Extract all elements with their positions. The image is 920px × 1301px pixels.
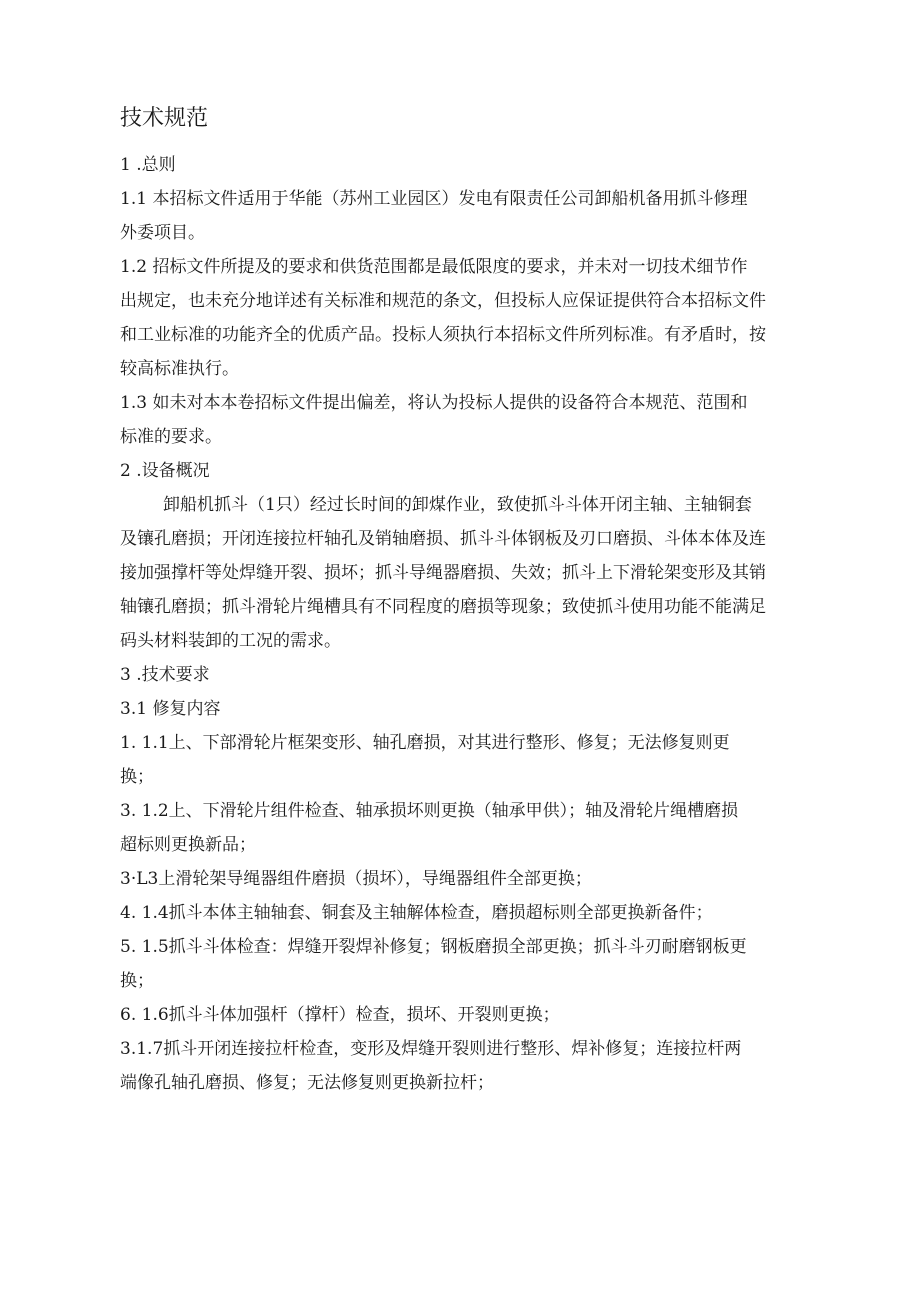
subsection-heading: 3.1 修复内容 (120, 699, 221, 719)
list-item-line: 换； (120, 767, 154, 787)
paragraph-line: 及镶孔磨损；开闭连接拉杆轴孔及销轴磨损、抓斗斗体钢板及刃口磨损、斗体本体及连 (120, 529, 766, 549)
list-item-line: 换； (120, 971, 154, 991)
list-item-line: 端像孔轴孔磨损、修复；无法修复则更换新拉杆； (120, 1073, 494, 1093)
paragraph-line: 较高标准执行。 (120, 359, 239, 379)
section-heading-general: 1 .总则 (120, 155, 176, 175)
paragraph-line: 1.3 如未对本本卷招标文件提出偏差，将认为投标人提供的设备符合本规范、范围和 (120, 393, 748, 413)
paragraph-line: 外委项目。 (120, 223, 205, 243)
list-item-line: 3·L3上滑轮架导绳器组件磨损（损坏），导绳器组件全部更换； (120, 869, 592, 889)
list-item-line: 4. 1.4抓斗本体主轴轴套、铜套及主轴解体检查，磨损超标则全部更换新备件； (120, 903, 713, 923)
paragraph-line: 和工业标准的功能齐全的优质产品。投标人须执行本招标文件所列标准。有矛盾时，按 (120, 325, 766, 345)
list-item-line: 6. 1.6抓斗斗体加强杆（撑杆）检查，损坏、开裂则更换； (120, 1005, 560, 1025)
paragraph-line: 1.1 本招标文件适用于华能（苏州工业园区）发电有限责任公司卸船机备用抓斗修理 (120, 189, 748, 209)
section-heading-equipment: 2 .设备概况 (120, 461, 210, 481)
list-item-line: 1. 1.1上、下部滑轮片框架变形、轴孔磨损，对其进行整形、修复；无法修复则更 (120, 733, 730, 753)
section-heading-requirements: 3 .技术要求 (120, 665, 210, 685)
list-item-line: 5. 1.5抓斗斗体检查：焊缝开裂焊补修复；钢板磨损全部更换；抓斗斗刃耐磨钢板更 (120, 937, 747, 957)
list-item-line: 3.1.7抓斗开闭连接拉杆检查，变形及焊缝开裂则进行整形、焊补修复；连接拉杆两 (120, 1039, 742, 1059)
paragraph-line: 标准的要求。 (120, 427, 222, 447)
paragraph-line: 轴镶孔磨损；抓斗滑轮片绳槽具有不同程度的磨损等现象；致使抓斗使用功能不能满足 (120, 597, 766, 617)
paragraph-line: 卸船机抓斗（1只）经过长时间的卸煤作业，致使抓斗斗体开闭主轴、主轴铜套 (163, 495, 752, 515)
paragraph-line: 出规定，也未充分地详述有关标准和规范的条文，但投标人应保证提供符合本招标文件 (120, 291, 766, 311)
paragraph-line: 1.2 招标文件所提及的要求和供货范围都是最低限度的要求，并未对一切技术细节作 (120, 257, 748, 277)
list-item-line: 3. 1.2上、下滑轮片组件检查、轴承损坏则更换（轴承甲供）；轴及滑轮片绳槽磨损 (120, 801, 739, 821)
page-title: 技术规范 (120, 106, 209, 131)
list-item-line: 超标则更换新品； (120, 835, 256, 855)
paragraph-line: 接加强撑杆等处焊缝开裂、损坏；抓斗导绳器磨损、失效；抓斗上下滑轮架变形及其销 (120, 563, 766, 583)
paragraph-line: 码头材料装卸的工况的需求。 (120, 631, 341, 651)
document-body (120, 148, 820, 1100)
